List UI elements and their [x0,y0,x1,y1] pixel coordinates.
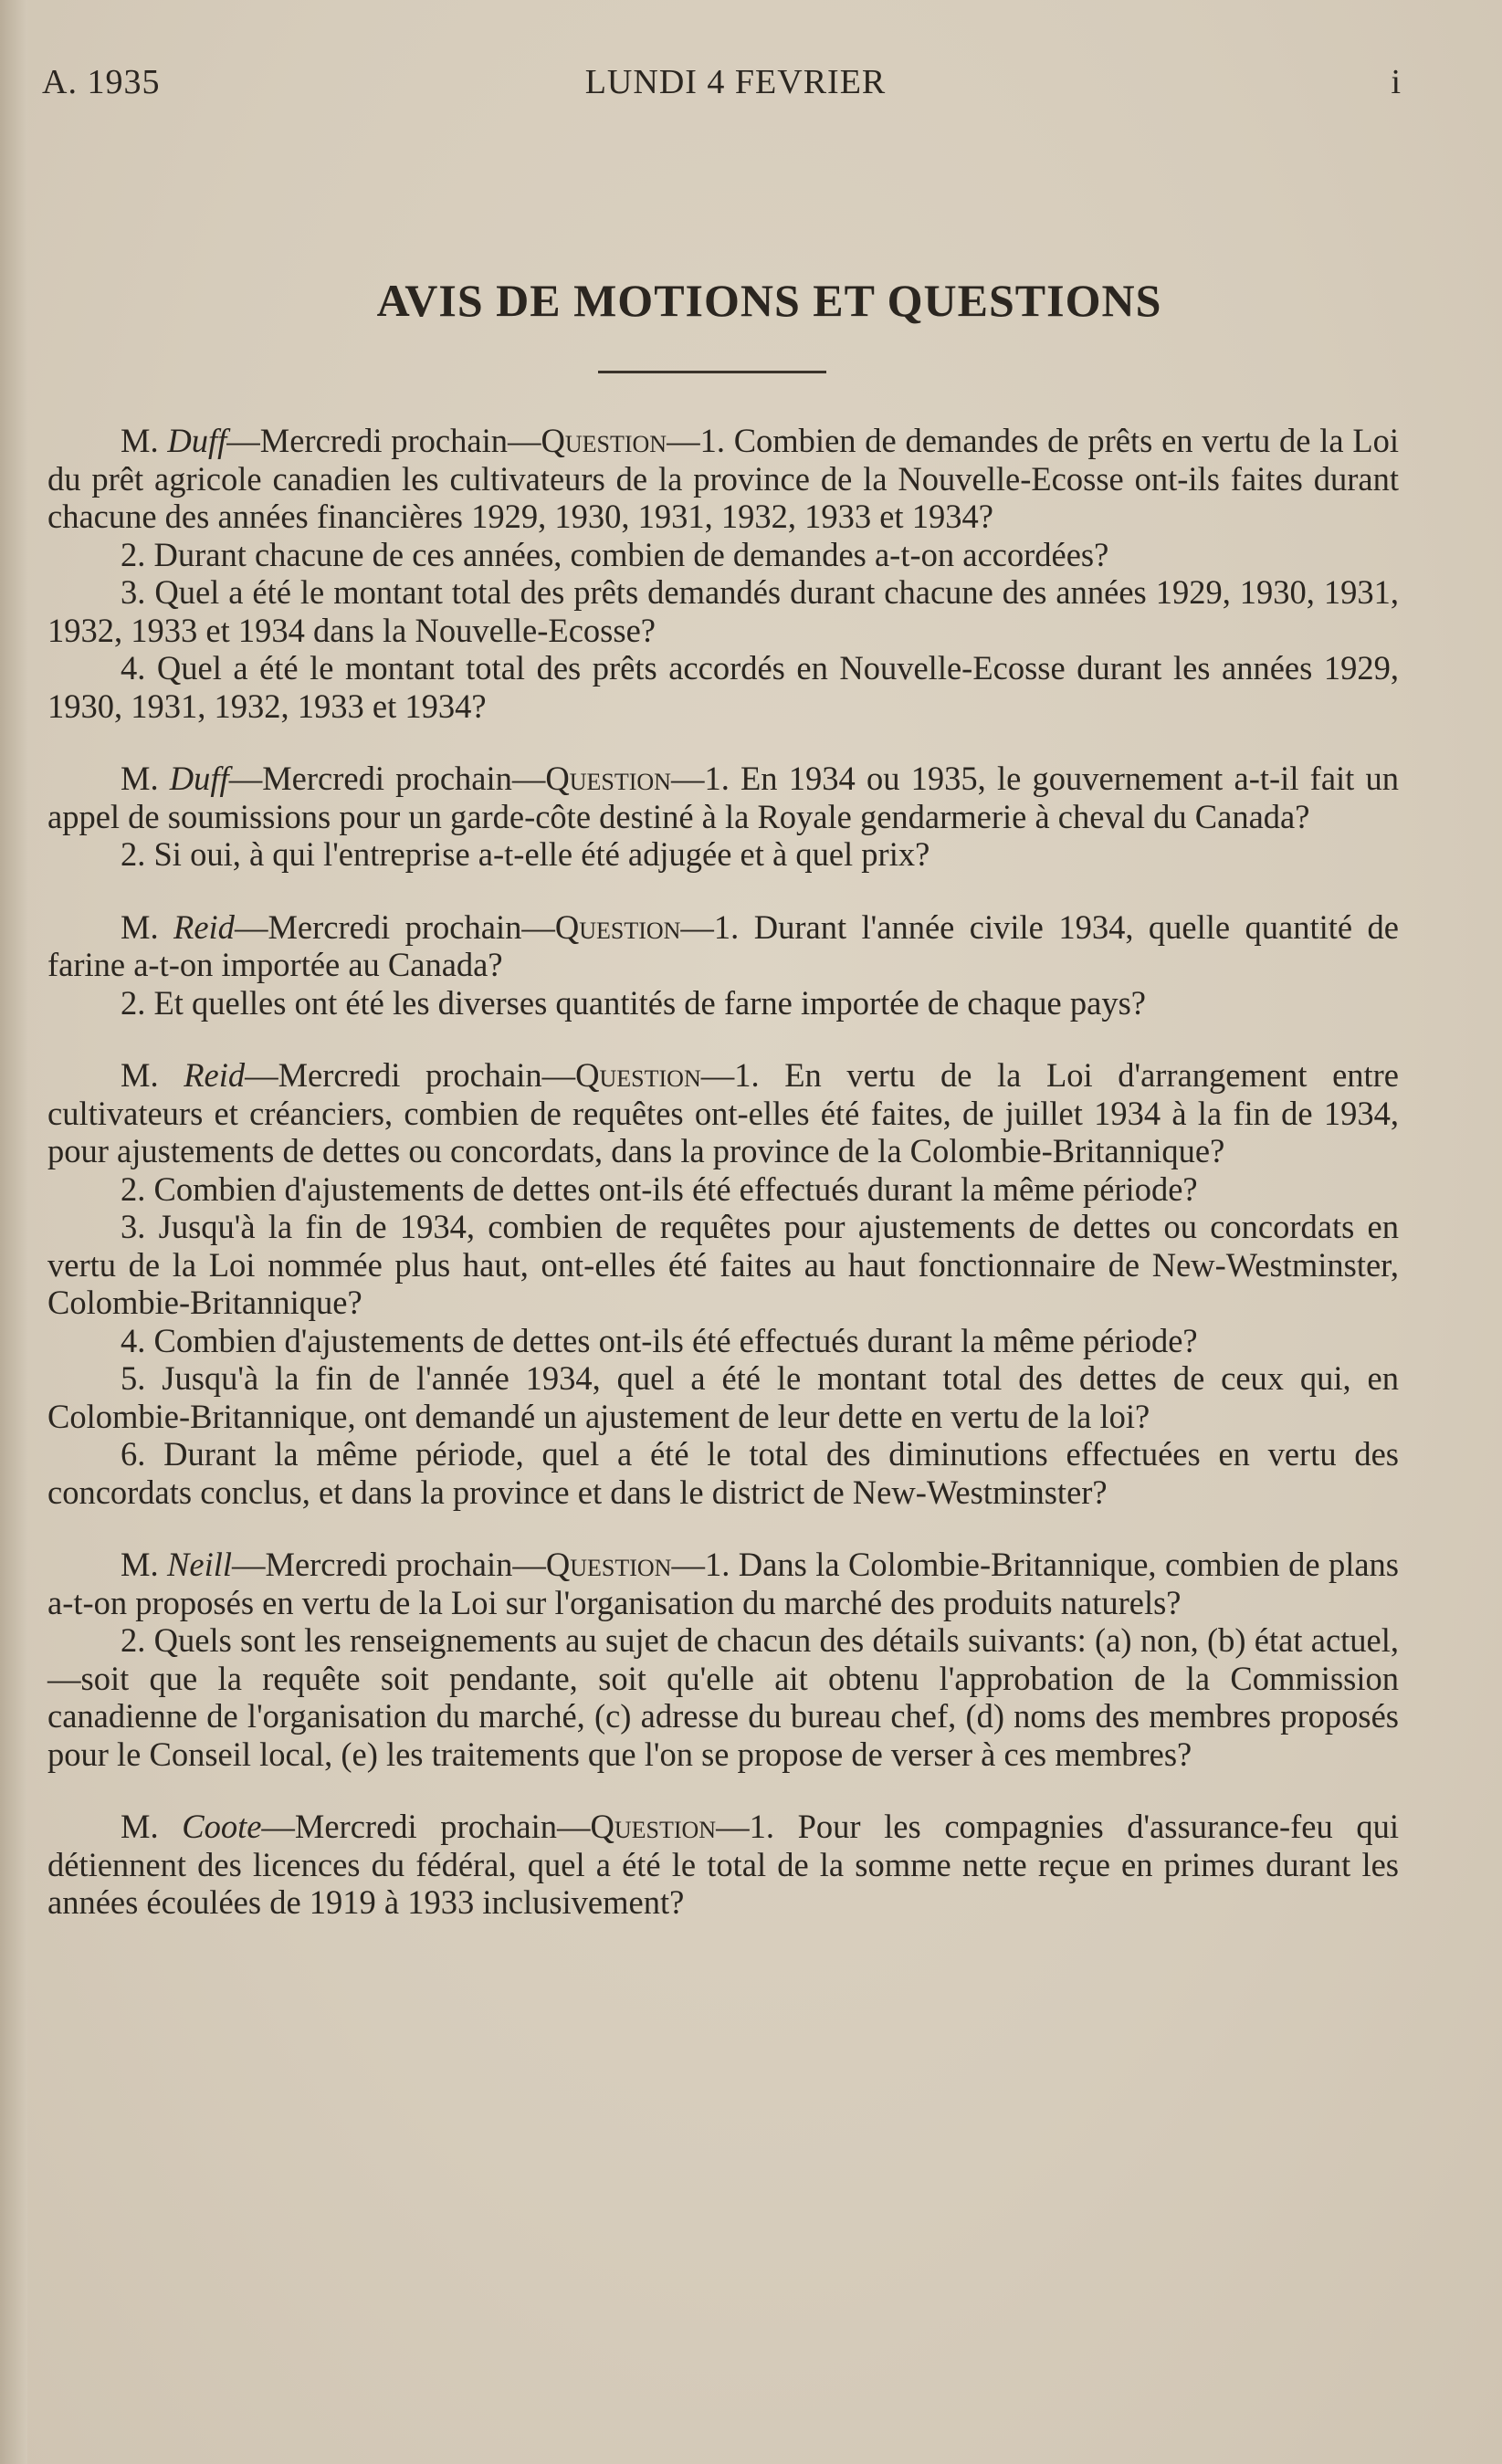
questions-list [47,422,1399,1956]
header-date: LUNDI 4 FEVRIER [584,63,887,101]
question-paragraph [47,1170,1399,1209]
question-label: Question [541,422,667,459]
question-date: —Mercredi prochain— [245,1056,576,1094]
member-prefix: M. [121,907,159,946]
question-text: 4. Quel a été le montant total des prêts accordés en Nouvelle-Ecosse durant les années 1929, 1930, 1931, 1932, 1933 et 1934? [47,649,1399,725]
question-date: —Mercredi prochain— [261,1808,591,1845]
question-text: 3. Jusqu'à la fin de 1934, combien de requêtes pour ajustements de dettes ou concordats en vertu de la Loi nommée plus haut, ont-elles été faites au haut fonctionnaire de New-Westminster, Colombie-Britannique? [47,1208,1399,1321]
question-text: 3. Quel a été le montant total des prêts demandés durant chacune des années 1929, 1930, 1931, 1932, 1933 et 1934 dans la Nouvelle-Ecosse? [47,573,1399,649]
member-prefix: M. [121,1056,159,1094]
header-page-number: i [1391,63,1402,101]
question-entry [47,1056,1399,1511]
question-text: —1. En 1934 ou 1935, le gouvernement a-t-il fait un appel de soumissions pour un garde-côte destiné à la Royale gendarmerie à cheval du Canada? [47,760,1399,835]
question-label: Question [545,760,671,797]
question-paragraph [47,984,1399,1022]
member-prefix: M. [121,1808,159,1845]
question-paragraph [47,835,1399,874]
member-name: Duff [169,760,229,797]
question-label: Question [590,1808,717,1845]
question-paragraph [47,1435,1399,1511]
question-paragraph [47,573,1399,649]
member-name: Coote [182,1808,262,1845]
member-name: Neill [167,1546,232,1583]
question-text: 2. Durant chacune de ces années, combien de demandes a-t-on accordées? [121,535,1109,573]
question-paragraph-first [47,1546,1399,1621]
question-paragraph [47,1621,1399,1773]
question-text: 2. Si oui, à qui l'entreprise a-t-elle été adjugée et à quel prix? [121,835,930,873]
member-name: Reid [173,907,235,946]
question-entry [47,1546,1399,1773]
question-text: —1. En vertu de la Loi d'arrangement entre cultivateurs et créanciers, combien de requêtes ont-elles été faites, de juillet 1934 à la fin de 1934, pour ajustements de dettes ou concordats, dans la province de la Colombie-Britannique? [47,1056,1400,1169]
question-text: —1. Dans la Colombie-Britannique, combien de plans a-t-on proposés en vertu de la Loi sur l'organisation du marché des produits naturels? [47,1546,1400,1621]
question-paragraph-first [47,422,1399,536]
question-entry [47,908,1399,1022]
member-name: Duff [167,422,227,459]
question-label: Question [545,1546,672,1583]
question-entry [47,422,1399,725]
member-prefix: M. [121,760,159,797]
title-divider [598,371,826,373]
question-entry [47,1808,1399,1922]
member-name: Reid [184,1056,246,1094]
question-text: 2. Combien d'ajustements de dettes ont-ils été effectués durant la même période? [121,1169,1198,1208]
question-paragraph-first [47,1056,1399,1170]
question-text: —1. Pour les compagnies d'assurance-feu qui détiennent des licences du fédéral, quel a été le total de la somme nette reçue en primes durant les années écoulées de 1919 à 1933 inclusivement? [47,1808,1399,1921]
header-year: A. 1935 [42,63,161,101]
question-text: —1. Combien de demandes de prêts en vertu de la Loi du prêt agricole canadien les cultivateurs de la province de la Nouvelle-Ecosse ont-ils faites durant chacune des années financières 1929, 1930, 1931, 1932, 1933 et 1934? [47,422,1400,535]
question-date: —Mercredi prochain— [228,760,546,797]
question-text: 6. Durant la même période, quel a été le total des diminutions effectuées en vertu des concordats conclus, et dans la province et dans le district de New-Westminster? [47,1435,1399,1511]
question-paragraph-first [47,760,1399,835]
question-paragraph [47,649,1399,725]
question-paragraph [47,1208,1399,1322]
question-entry [47,760,1399,874]
question-paragraph [47,536,1399,574]
question-label: Question [575,1056,701,1094]
question-paragraph-first [47,1808,1399,1922]
question-date: —Mercredi prochain— [234,907,555,946]
question-text: 4. Combien d'ajustements de dettes ont-ils été effectués durant la même période? [121,1321,1198,1359]
member-prefix: M. [121,422,159,459]
question-paragraph [47,1359,1399,1435]
question-paragraph-first [47,908,1399,984]
running-header [42,62,1402,106]
question-paragraph [47,1322,1399,1360]
question-text: 5. Jusqu'à la fin de l'année 1934, quel a été le montant total des dettes de ceux qui, en Colombie-Britannique, ont demandé un ajustement de leur dette en vertu de la loi? [47,1359,1399,1435]
question-text: 2. Et quelles ont été les diverses quantités de farne importée de chaque pays? [121,983,1146,1022]
question-label: Question [554,907,681,946]
question-text: 2. Quels sont les renseignements au sujet de chacun des détails suivants: (a) non, (b) état actuel,—soit que la requête soit pendante, soit qu'elle ait obtenu l'approbation de la Commission canadienne de l'organisation du marché, (c) adresse du bureau chef, (d) noms des membres proposés pour le Conseil local, (e) les traitements que l'on se propose de verser à ces membres? [47,1621,1399,1773]
page-binding-edge [0,0,27,2464]
page-title: AVIS DE MOTIONS ET QUESTIONS [376,275,1162,326]
question-date: —Mercredi prochain— [226,422,541,459]
member-prefix: M. [121,1546,159,1583]
question-text: —1. Durant l'année civile 1934, quelle quantité de farine a-t-on importée au Canada? [47,907,1399,983]
question-date: —Mercredi prochain— [232,1546,546,1583]
